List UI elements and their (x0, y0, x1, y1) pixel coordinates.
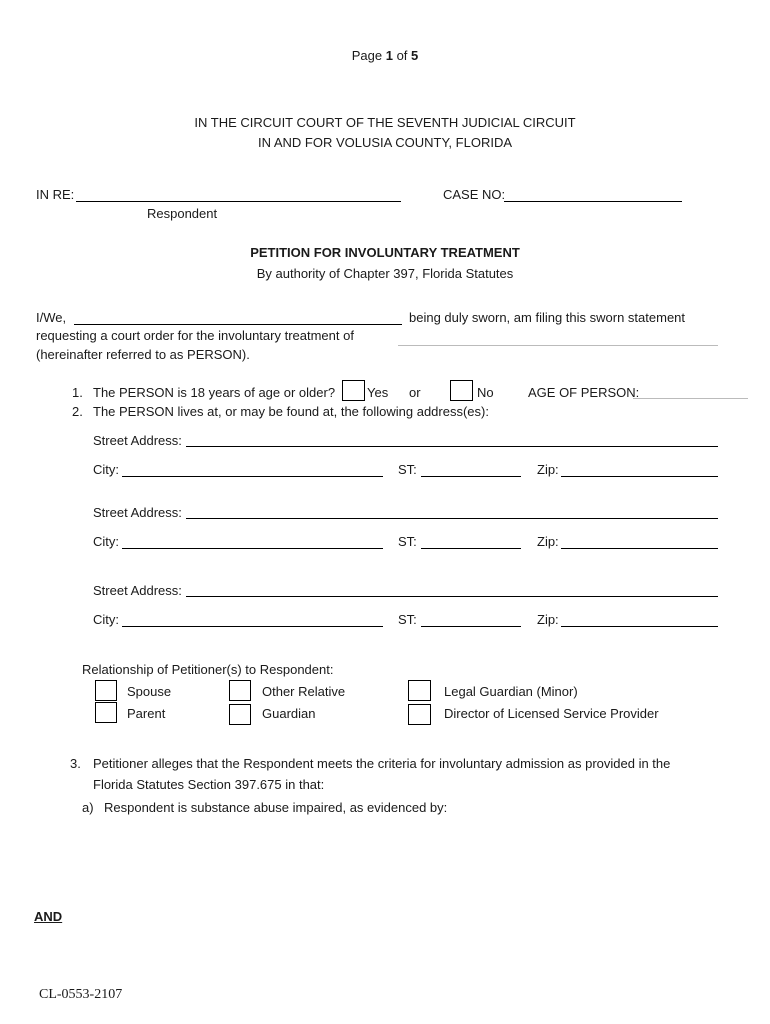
relationship-label: Relationship of Petitioner(s) to Respondent: (82, 662, 334, 677)
or-label: or (409, 385, 421, 400)
petitioner-name-field[interactable] (74, 324, 402, 325)
zip-label-3: Zip: (537, 612, 559, 627)
in-re-label: IN RE: (36, 187, 75, 202)
city-label-1: City: (93, 462, 119, 477)
yes-label: Yes (367, 385, 389, 400)
st-label-1: ST: (398, 462, 417, 477)
city-label-3: City: (93, 612, 119, 627)
st-field-1[interactable] (421, 476, 521, 477)
no-checkbox[interactable] (450, 380, 473, 401)
legal-guardian-minor-checkbox[interactable] (408, 680, 431, 701)
guardian-checkbox[interactable] (229, 704, 251, 725)
street-label-1: Street Address: (93, 433, 182, 448)
case-no-label: CASE NO: (443, 187, 506, 202)
q3a-label: a) (82, 800, 94, 815)
zip-field-2[interactable] (561, 548, 718, 549)
st-field-2[interactable] (421, 548, 521, 549)
form-code: CL-0553-2107 (39, 987, 123, 1002)
case-no-field[interactable] (504, 201, 682, 202)
age-field[interactable] (633, 398, 748, 399)
q3-number: 3. (70, 756, 81, 771)
respondent-name-field[interactable] (398, 345, 718, 346)
zip-label-1: Zip: (537, 462, 559, 477)
q1-text: The PERSON is 18 years of age or older? (93, 385, 336, 400)
iwe-label: I/We, (36, 310, 67, 325)
parent-checkbox[interactable] (95, 702, 117, 723)
st-field-3[interactable] (421, 626, 521, 627)
director-provider-checkbox[interactable] (408, 704, 431, 725)
statement-line2: requesting a court order for the involuntary treatment of (36, 328, 354, 343)
q3a-text: Respondent is substance abuse impaired, as evidenced by: (104, 800, 448, 815)
other-relative-checkbox[interactable] (229, 680, 251, 701)
street-field-3[interactable] (186, 596, 718, 597)
respondent-label: Respondent (147, 206, 218, 221)
in-re-field[interactable] (76, 201, 401, 202)
street-label-2: Street Address: (93, 505, 182, 520)
st-label-2: ST: (398, 534, 417, 549)
parent-label: Parent (127, 706, 166, 721)
spouse-label: Spouse (127, 684, 172, 699)
street-field-2[interactable] (186, 518, 718, 519)
zip-field-3[interactable] (561, 626, 718, 627)
age-label: AGE OF PERSON: (528, 385, 640, 400)
zip-label-2: Zip: (537, 534, 559, 549)
other-relative-label: Other Relative (262, 684, 346, 699)
court-title-line2: IN AND FOR VOLUSIA COUNTY, FLORIDA (257, 135, 513, 150)
q1-number: 1. (72, 385, 83, 400)
statement-line3: (hereinafter referred to as PERSON). (36, 347, 250, 362)
yes-checkbox[interactable] (342, 380, 365, 401)
city-field-1[interactable] (122, 476, 383, 477)
st-label-3: ST: (398, 612, 417, 627)
q2-number: 2. (72, 404, 83, 419)
q2-text: The PERSON lives at, or may be found at, the following address(es): (93, 404, 489, 419)
city-field-3[interactable] (122, 626, 383, 627)
legal-guardian-minor-label: Legal Guardian (Minor) (444, 684, 578, 699)
sworn-text: being duly sworn, am filing this sworn statement (409, 310, 686, 325)
spouse-checkbox[interactable] (95, 680, 117, 701)
street-label-3: Street Address: (93, 583, 182, 598)
page-number: Page 1 of 5 (351, 48, 419, 63)
petition-subtitle: By authority of Chapter 397, Florida Statutes (256, 266, 514, 281)
court-title-line1: IN THE CIRCUIT COURT OF THE SEVENTH JUDICIAL CIRCUIT (194, 115, 576, 130)
city-label-2: City: (93, 534, 119, 549)
petition-title: PETITION FOR INVOLUNTARY TREATMENT (250, 245, 520, 260)
q3-line1: Petitioner alleges that the Respondent meets the criteria for involuntary admission as provided in the (93, 756, 671, 771)
director-provider-label: Director of Licensed Service Provider (444, 706, 659, 721)
no-label: No (477, 385, 494, 400)
city-field-2[interactable] (122, 548, 383, 549)
q3-line2: Florida Statutes Section 397.675 in that: (93, 777, 325, 792)
guardian-label: Guardian (262, 706, 316, 721)
and-label: AND (34, 909, 63, 924)
zip-field-1[interactable] (561, 476, 718, 477)
street-field-1[interactable] (186, 446, 718, 447)
